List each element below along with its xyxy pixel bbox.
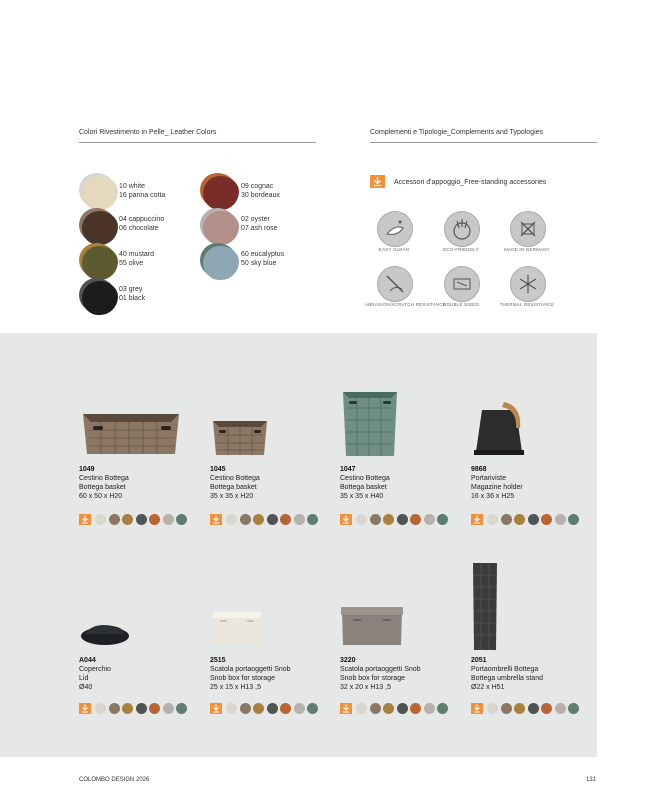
color-dot [95, 514, 106, 525]
swatch-label-1 [119, 182, 165, 200]
swatch-label-5 [119, 250, 154, 268]
color-dots [356, 703, 456, 715]
color-dot [149, 703, 160, 714]
color-dot [383, 514, 394, 525]
color-dot [501, 703, 512, 714]
product-name-it: Cestino Bottega [79, 475, 129, 482]
download-icon [210, 514, 222, 525]
color-dot [307, 703, 318, 714]
thermal-resistance-icon [510, 266, 546, 302]
easy-clean-badge [365, 205, 423, 263]
color-dots [487, 703, 587, 715]
color-dots [356, 514, 456, 526]
color-dot [109, 514, 120, 525]
product-name-it: Portariviste [471, 475, 507, 482]
cert-label: MADE IN GERMANY [504, 247, 550, 252]
color-dot [226, 514, 237, 525]
swatch-label-line: 16 panna cotta [119, 192, 166, 199]
color-dots [226, 703, 326, 715]
color-dot [122, 703, 133, 714]
color-dot [240, 703, 251, 714]
eco-friendly-icon [444, 211, 480, 247]
color-dot [267, 703, 278, 714]
swatch-label-3 [119, 215, 164, 233]
swatch-label-line: 03 grey [119, 286, 143, 293]
cert-label: THERMAL RESISTANCE [499, 302, 555, 307]
product-code: 1049 [79, 466, 95, 473]
product-code: 2051 [471, 657, 487, 664]
product-dimensions: Ø40 [79, 684, 93, 691]
color-dot [437, 514, 448, 525]
swatch-label-line: 09 cognac [241, 183, 274, 190]
color-dot [487, 514, 498, 525]
made-in-germany-badge [498, 205, 556, 263]
product-code: A044 [79, 657, 96, 664]
product-dimensions: 35 x 35 x H20 [210, 493, 254, 500]
magazine-holder-image [470, 398, 528, 458]
swatch-label-line: 60 eucalyptus [241, 251, 285, 258]
product-dimensions: 16 x 36 x H25 [471, 493, 515, 500]
color-dot [176, 703, 187, 714]
abrasion-resistance-icon [377, 266, 413, 302]
swatch-label-line: 01 black [119, 295, 146, 302]
product-dimensions: 32 x 20 x H13 ,5 [340, 684, 391, 691]
product-panel [0, 333, 597, 757]
product-name-it: Scatola portaoggetti Snob [210, 666, 291, 673]
color-dot [149, 514, 160, 525]
color-dot [410, 514, 421, 525]
color-dot [307, 514, 318, 525]
download-icon [370, 175, 385, 188]
color-dot [528, 514, 539, 525]
product-dimensions: 25 x 15 x H13 ,5 [210, 684, 261, 691]
accessory-label: Accessori d'appoggio_Free-standing accessories [394, 179, 547, 186]
easy-clean-icon [377, 211, 413, 247]
download-icon [79, 703, 91, 714]
color-dot [176, 514, 187, 525]
footer-brand: COLOMBO DESIGN 2026 [79, 777, 150, 783]
color-dot [487, 703, 498, 714]
product-1045 [210, 465, 335, 501]
complements-divider [370, 142, 597, 143]
color-dot [240, 514, 251, 525]
product-name-en: Bottega basket [210, 484, 257, 491]
umbrella-stand-image [470, 560, 500, 652]
color-dot [280, 703, 291, 714]
color-dots [95, 703, 195, 715]
swatch-grey-black [79, 278, 115, 312]
swatch-cognac-bordeaux [200, 173, 236, 207]
color-dot [294, 514, 305, 525]
download-icon [340, 703, 352, 714]
color-dot [267, 514, 278, 525]
swatch-label-line: 07 ash rose [241, 225, 278, 232]
product-2515 [210, 656, 335, 692]
product-name-en: Snob box for storage [210, 675, 275, 682]
color-dot [541, 703, 552, 714]
product-name-it: Cestino Bottega [210, 475, 260, 482]
basket-1047-image [339, 388, 401, 460]
lid-image [79, 618, 131, 648]
swatch-label-line: 40 mustard [119, 251, 155, 258]
product-name-en: Bottega basket [340, 484, 387, 491]
swatch-label-line: 55 olive [119, 260, 144, 267]
color-dot [383, 703, 394, 714]
swatch-cappuccino-chocolate [79, 208, 115, 242]
double-sided-icon [444, 266, 480, 302]
basket-1045-image [210, 415, 270, 459]
cert-label: ABRASION/SCRATCH RESISTANCE [365, 302, 446, 307]
product-name-it: Portaombrelli Bottega [471, 666, 539, 673]
page-number: 131 [586, 777, 597, 783]
color-dot [280, 514, 291, 525]
swatch-label-line: 10 white [119, 183, 146, 190]
color-dot [163, 514, 174, 525]
made-in-germany-icon [510, 211, 546, 247]
color-dot [122, 514, 133, 525]
swatch-label-line: 04 cappuccino [119, 216, 165, 223]
product-3220 [340, 656, 465, 692]
color-dot [397, 514, 408, 525]
swatch-label-2 [241, 182, 280, 200]
color-dot [568, 514, 579, 525]
color-dot [226, 703, 237, 714]
swatch-label-line: 50 sky blue [241, 260, 277, 267]
color-dot [253, 703, 264, 714]
swatch-label-7 [119, 285, 145, 303]
color-dot [356, 703, 367, 714]
color-dot [514, 514, 525, 525]
color-dot [568, 703, 579, 714]
swatch-eucalyptus-sky-blue [200, 243, 236, 277]
product-name-en: Lid [79, 675, 89, 682]
swatch-label-line: 30 bordeaux [241, 192, 280, 199]
product-code: 3220 [340, 657, 356, 664]
download-icon [471, 514, 483, 525]
product-name-en: Bottega basket [79, 484, 126, 491]
color-dot [95, 703, 106, 714]
product-name-it: Coperchio [79, 666, 111, 673]
product-1049 [79, 465, 204, 501]
color-dot [109, 703, 120, 714]
color-dot [437, 703, 448, 714]
color-dot [501, 514, 512, 525]
color-dot [410, 703, 421, 714]
color-dot [370, 514, 381, 525]
swatch-label-6 [241, 250, 284, 268]
color-dot [555, 514, 566, 525]
product-dimensions: 60 x 50 x H20 [79, 493, 123, 500]
complements-section-title: Complementi e Tipologie_Complements and Typologies [370, 129, 544, 136]
snob-box-2515-image [210, 608, 264, 646]
product-1047 [340, 465, 465, 501]
swatch-label-line: 06 chocolate [119, 225, 159, 232]
product-name-en: Magazine holder [471, 484, 523, 491]
color-dot [294, 703, 305, 714]
swatch-label-4 [241, 215, 278, 233]
product-code: 9868 [471, 466, 487, 473]
color-dot [541, 514, 552, 525]
color-dots [95, 514, 195, 526]
colors-section-title: Colori Rivestimento in Pelle_ Leather Colors [79, 129, 217, 136]
colors-divider [79, 142, 316, 143]
download-icon [79, 514, 91, 525]
product-code: 2515 [210, 657, 226, 664]
double-sided-badge [432, 260, 490, 318]
swatch-oyster-ash-rose [200, 208, 236, 242]
download-icon [210, 703, 222, 714]
download-icon [340, 514, 352, 525]
cert-label: ECO-FRIENDLY [443, 247, 479, 252]
color-dot [528, 703, 539, 714]
color-dot [424, 514, 435, 525]
color-dot [424, 703, 435, 714]
product-code: 1047 [340, 466, 356, 473]
color-dots [226, 514, 326, 526]
color-dots [487, 514, 587, 526]
swatch-label-line: 02 oyster [241, 216, 270, 223]
color-dot [136, 703, 147, 714]
thermal-resistance-badge [498, 260, 556, 318]
download-icon [471, 703, 483, 714]
color-dot [356, 514, 367, 525]
product-2051 [471, 656, 596, 692]
product-dimensions: 35 x 35 x H40 [340, 493, 384, 500]
color-dot [163, 703, 174, 714]
swatch-mustard-olive [79, 243, 115, 277]
color-dot [370, 703, 381, 714]
color-dot [136, 514, 147, 525]
abrasion-resistance-badge [365, 260, 446, 318]
cert-label: EASY CLEAN [378, 247, 410, 252]
product-dimensions: Ø22 x H51 [471, 684, 505, 691]
color-dot [397, 703, 408, 714]
product-code: 1045 [210, 466, 226, 473]
product-name-it: Cestino Bottega [340, 475, 390, 482]
product-a044 [79, 656, 204, 692]
color-dot [514, 703, 525, 714]
snob-box-3220-image [339, 605, 405, 647]
basket-1049-image [79, 408, 184, 458]
product-name-en: Snob box for storage [340, 675, 405, 682]
product-name-it: Scatola portaoggetti Snob [340, 666, 421, 673]
eco-friendly-badge [432, 205, 490, 263]
color-dot [253, 514, 264, 525]
swatch-white-panna-cotta [79, 173, 115, 207]
color-dot [555, 703, 566, 714]
product-name-en: Bottega umbrella stand [471, 675, 543, 682]
product-9868 [471, 465, 596, 501]
cert-label: DOUBLE SIDED [443, 302, 479, 307]
